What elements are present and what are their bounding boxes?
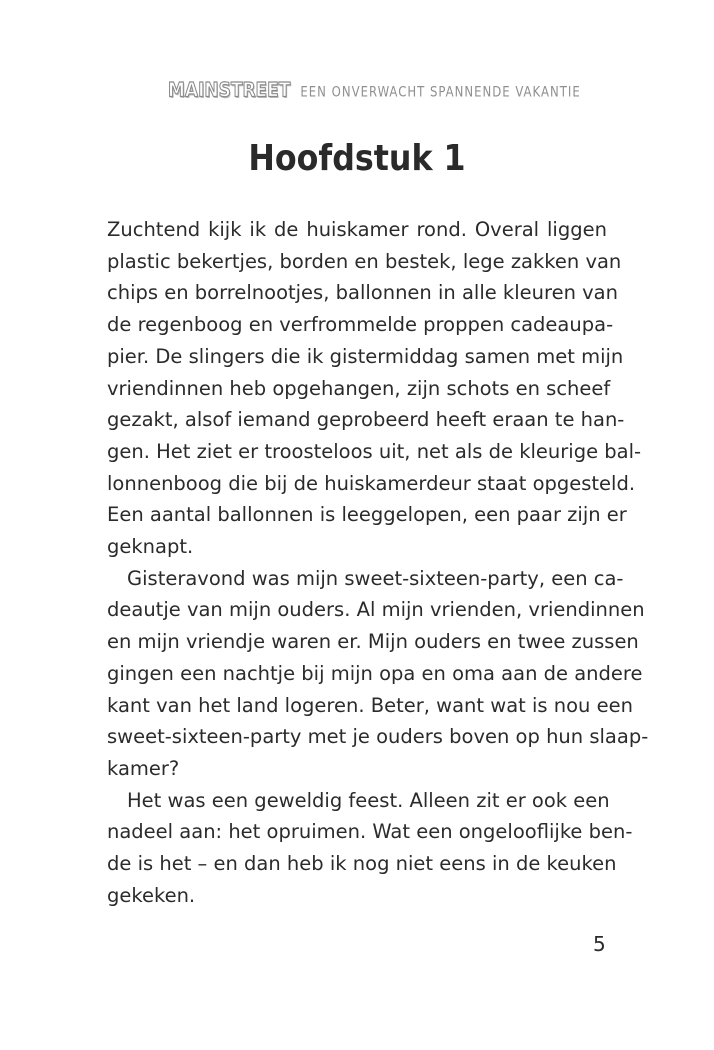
text-line: plastic bekertjes, borden en bestek, lege zakken van bbox=[107, 249, 622, 273]
series-title: EEN ONVERWACHT SPANNENDE VAKANTIE bbox=[300, 83, 581, 101]
text-line: Zuchtend kijk ik de huiskamer rond. Overal liggen bbox=[107, 218, 607, 241]
chapter-title: Hoofdstuk 1 bbox=[248, 138, 466, 179]
text-line: gingen een nachtje bij mijn opa en oma aan de andere bbox=[107, 661, 643, 685]
text-line: en mijn vriendje waren er. Mijn ouders en twee zussen bbox=[107, 630, 639, 654]
text-line: Gisteravond was mijn sweet-sixteen-party, een ca- bbox=[127, 566, 624, 590]
text-line: gen. Het ziet er troosteloos uit, net als de kleurige bal- bbox=[107, 439, 642, 463]
text-line: geknapt. bbox=[107, 535, 194, 559]
text-line: Het was een geweldig feest. Alleen zit er ook een bbox=[127, 788, 610, 812]
text-line: vriendinnen heb opgehangen, zijn schots en scheef bbox=[107, 376, 611, 400]
text-line: de regenboog en verfrommelde proppen cadeaupa- bbox=[107, 313, 614, 337]
text-line: Een aantal ballonnen is leeggelopen, een paar zijn er bbox=[107, 503, 627, 527]
text-line: kamer? bbox=[107, 756, 180, 780]
series-logo: MAINSTREET bbox=[168, 79, 291, 103]
page-number: 5 bbox=[593, 932, 606, 956]
text-line: kant van het land logeren. Beter, want wat is nou een bbox=[107, 693, 633, 717]
text-line: de is het – en dan heb ik nog niet eens in de keuken bbox=[107, 852, 617, 876]
text-line: gekeken. bbox=[107, 883, 196, 907]
paragraph-1 bbox=[107, 214, 642, 563]
text-line: pier. De slingers die ik gistermiddag samen met mijn bbox=[107, 344, 624, 368]
running-header bbox=[168, 77, 581, 107]
text-line: chips en borrelnootjes, ballonnen in alle kleuren van bbox=[107, 281, 618, 305]
text-line: nadeel aan: het opruimen. Wat een ongelooflijke ben- bbox=[107, 820, 633, 844]
text-line: gezakt, alsof iemand geprobeerd heeft eraan te han- bbox=[107, 408, 625, 432]
body-text bbox=[107, 214, 649, 911]
paragraph-3 bbox=[107, 785, 633, 912]
text-line: lonnenboog die bij de huiskamerdeur staat opgesteld. bbox=[107, 471, 636, 495]
paragraph-2 bbox=[107, 563, 649, 785]
text-line: sweet-sixteen-party met je ouders boven op hun slaap- bbox=[107, 725, 649, 749]
text-line: deautje van mijn ouders. Al mijn vrienden, vriendinnen bbox=[107, 598, 645, 622]
